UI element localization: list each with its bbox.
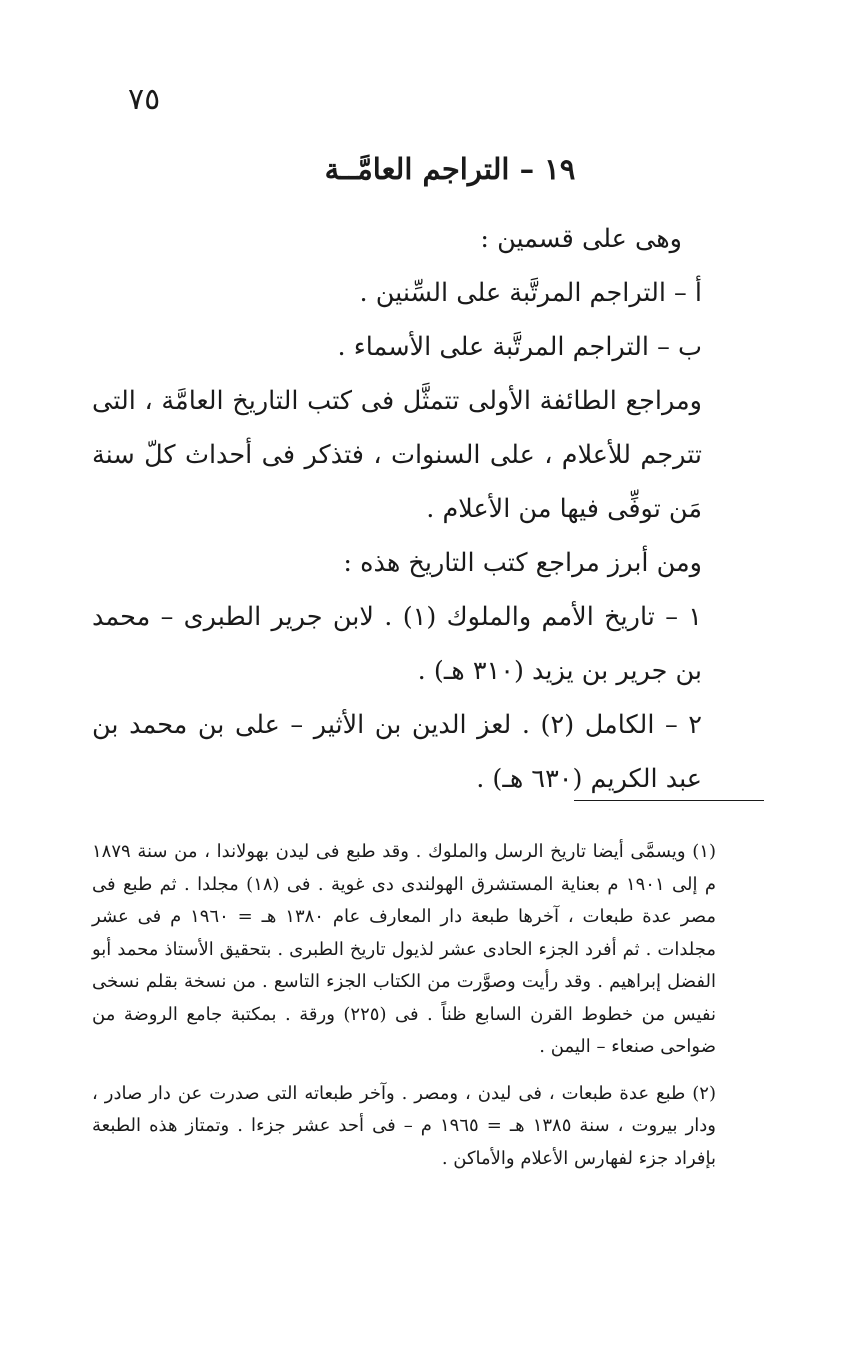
paragraph-1: ومراجع الطائفة الأولى تتمثَّل فى كتب التاريخ العامَّة ، التى تترجم للأعلام ، على السنوات ، فتذكر فى أحداث كلّ سنة مَن توفِّى فيها من الأعلام . (92, 386, 702, 524)
section-heading: ١٩ – التراجم العامَّــة (324, 152, 576, 186)
main-text (92, 212, 764, 806)
list-item-b: ب – التراجم المرتَّبة على الأسماء . (337, 332, 702, 362)
page-number: ٧٥ (128, 82, 161, 117)
paragraph-2: ومن أبرز مراجع كتب التاريخ هذه : (343, 548, 702, 578)
reference-1: ١ – تاريخ الأمم والملوك (١) . لابن جرير الطبرى – محمد بن جرير بن يزيد (٣١٠ هـ) . (92, 602, 702, 686)
footnotes (92, 836, 764, 1175)
footnote-1: (١) ويسمَّى أيضا تاريخ الرسل والملوك . وقد طبع فى ليدن بهولاندا ، من سنة ١٨٧٩ م إلى ١٩٠١ م بعناية المستشرق الهولندى دى غوية . فى (١٨) مجلدا . ثم طبع فى مصر عدة طبعات ، آخرها طبعة دار المعارف عام ١٣٨٠ هـ = ١٩٦٠ م فى عشر مجلدات . ثم أفرد الجزء الحادى عشر لذيول تاريخ الطبرى . بتحقيق الأستاذ محمد أبو الفضل إبراهيم . وقد رأيت وصوَّرت من الكتاب الجزء التاسع . من نسخة بقلم نسخى نفيس من خطوط القرن السابع ظناً . فى (٢٢٥) ورقة . بمكتبة جامع الروضة من ضواحى صنعاء – اليمن . (92, 841, 716, 1057)
reference-2: ٢ – الكامل (٢) . لعز الدين بن الأثير – على بن محمد بن عبد الكريم (٦٣٠ هـ) . (92, 710, 702, 794)
footnote-divider (574, 800, 764, 801)
intro-line: وهى على قسمين : (480, 224, 682, 254)
list-item-a: أ – التراجم المرتَّبة على السِّنين . (359, 278, 702, 308)
footnote-2: (٢) طبع عدة طبعات ، فى ليدن ، ومصر . وآخر طبعاته التى صدرت عن دار صادر ، ودار بيروت ، سنة ١٣٨٥ هـ = ١٩٦٥ م – فى أحد عشر جزءا . وتمتاز هذه الطبعة بإفراد جزء لفهارس الأعلام والأماكن . (92, 1082, 716, 1169)
